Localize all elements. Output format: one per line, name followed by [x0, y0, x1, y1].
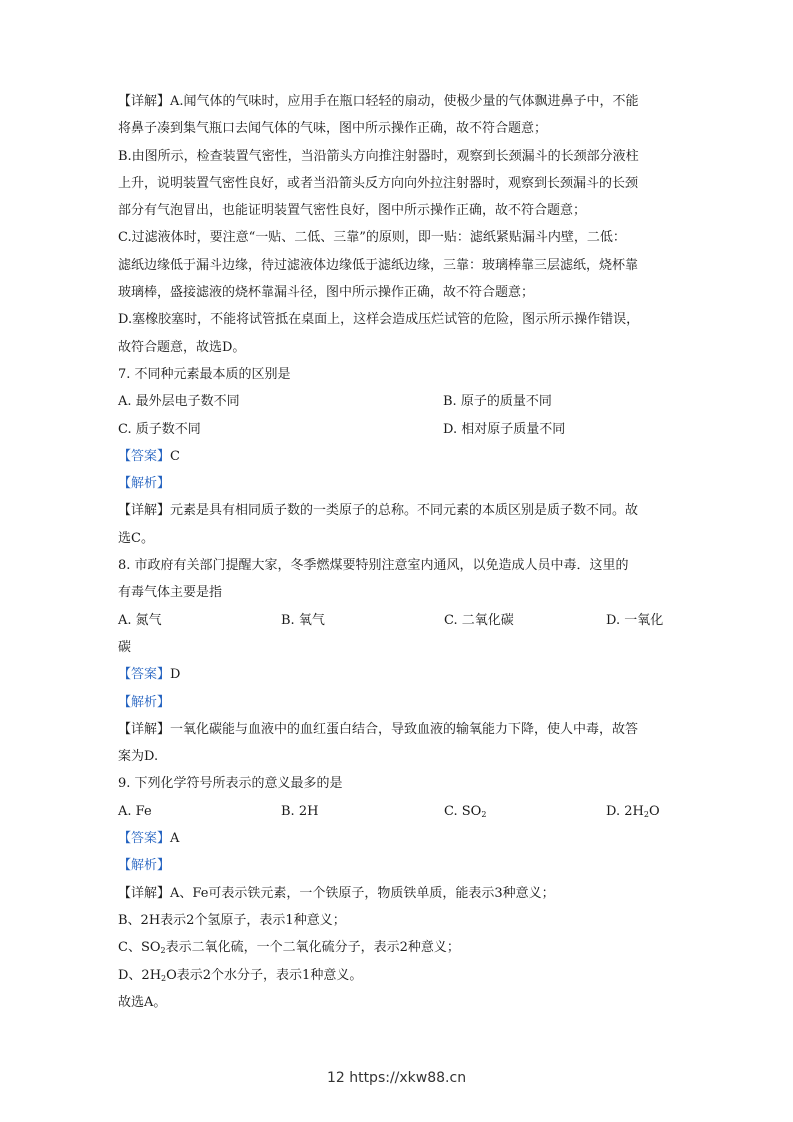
q7-stem: 7. 不同种元素最本质的区别是 [118, 366, 291, 382]
q6-detail-line-c3: 玻璃棒，盛接滤液的烧杯靠漏斗径，图中所示操作正确，故不符合题意； [118, 285, 535, 301]
answer-value: C [170, 448, 180, 464]
q8-analysis [118, 689, 678, 716]
q6-detail-line-d1: D.塞橡胶塞时，不能将试管抵在桌面上，这样会造成压烂试管的危险，图示所示操作错误， [118, 312, 640, 328]
analysis-tag: 【解析】 [118, 476, 171, 492]
q8-detail-line1: 【详解】一氧化碳能与血液中的血红蛋白结合，导致血液的输氧能力下降，使人中毒，故答 [118, 721, 639, 737]
q9-answer [118, 825, 678, 852]
q8-stem-line2: 有毒气体主要是指 [118, 585, 223, 601]
q9-option-c: C. $SO_2$ [444, 803, 487, 819]
q9-analysis [118, 852, 678, 879]
q9-detail-b: B、2H表示2个氢原子，表示1种意义； [118, 912, 346, 928]
q7-options-row1 [118, 388, 678, 415]
q8-option-d: D. 一氧化 [606, 612, 664, 628]
q9-option-d: D. $2H_2O$ [606, 803, 660, 819]
q8-option-d-wrap: 碳 [118, 639, 132, 655]
answer-value: A [170, 831, 180, 847]
q8-detail-line2: 案为D. [118, 749, 159, 765]
q7-detail-line1: 【详解】元素是具有相同质子数的一类原子的总称。不同元素的本质区别是质子数不同。故 [118, 503, 639, 519]
analysis-tag: 【解析】 [118, 858, 171, 874]
q8-stem-line1: 8. 市政府有关部门提醒大家，冬季燃煤要特别注意室内通风，以免造成人员中毒．这里的 [118, 558, 629, 574]
q9-detail-d: D、$2H_2O$表示2个水分子，表示1种意义。 [118, 967, 363, 983]
q8-option-c: C. 二氧化碳 [444, 612, 514, 628]
detail-tag: 【详解】 [118, 885, 171, 901]
page-footer: 12 https://xkw88.cn [326, 1070, 467, 1086]
q9-conclusion: 故选A。 [118, 994, 167, 1010]
q6-detail-line-c1: C.过滤液体时，要注意“一贴、二低、三靠”的原则，即一贴：滤纸紧贴漏斗内壁，二低： [118, 230, 626, 246]
q6-detail-line-a2: 将鼻子凑到集气瓶口去闻气体的气味，图中所示操作正确，故不符合题意； [118, 121, 548, 137]
analysis-tag: 【解析】 [118, 694, 171, 710]
q6-detail-line-c2: 滤纸边缘低于漏斗边缘，待过滤液体边缘低于滤纸边缘，三靠：玻璃棒靠三层滤纸，烧杯靠 [118, 257, 639, 273]
q6-detail-line-b3: 部分有气泡冒出，也能证明装置气密性良好，图中所示操作正确，故不符合题意； [118, 203, 587, 219]
q7-analysis [118, 470, 678, 497]
q8-answer [118, 661, 678, 688]
q8-option-a: A. 氮气 [118, 612, 162, 628]
q7-option-d: D. 相对原子质量不同 [443, 421, 566, 437]
answer-tag: 【答案】 [118, 831, 171, 847]
q7-detail-line2: 选C。 [118, 530, 154, 546]
detail-tag: 【详解】 [118, 503, 171, 519]
detail-tag: 【详解】 [118, 721, 171, 737]
q6-detail-line-b2: 上升，说明装置气密性良好，或者当沿箭头反方向向外拉注射器时，观察到长颈漏斗的长颈 [118, 175, 639, 191]
q6-detail-line-a1: 【详解】A.闻气体的气味时，应用手在瓶口轻轻的扇动，使极少量的气体飘进鼻子中，不能 [118, 94, 639, 109]
q9-option-b: B. 2H [281, 803, 319, 819]
answer-value: D [170, 667, 181, 683]
detail-tag: 【详解】 [118, 94, 171, 109]
q7-options-row2 [118, 416, 678, 443]
q8-options-row [118, 607, 678, 634]
q7-option-a: A. 最外层电子数不同 [118, 394, 240, 410]
q8-option-b: B. 氧气 [281, 612, 325, 628]
page-content [118, 88, 678, 1016]
q6-detail-line-b1: B.由图所示，检查装置气密性，当沿箭头方向推注射器时，观察到长颈漏斗的长颈部分液柱 [118, 148, 639, 164]
answer-tag: 【答案】 [118, 667, 171, 683]
answer-tag: 【答案】 [118, 448, 171, 464]
q9-stem: 9. 下列化学符号所表示的意义最多的是 [118, 776, 343, 792]
q6-detail-line-d2: 故符合题意，故选D。 [118, 339, 246, 355]
q7-option-b: B. 原子的质量不同 [443, 394, 552, 410]
q9-options-row [118, 798, 678, 825]
q7-option-c: C. 质子数不同 [118, 421, 201, 437]
q7-answer [118, 443, 678, 470]
q9-option-a: A. Fe [118, 803, 152, 819]
q9-detail-a: 【详解】A、Fe可表示铁元素，一个铁原子，物质铁单质，能表示3种意义； [118, 885, 555, 901]
q9-detail-c: C、$SO_2$表示二氧化硫，一个二氧化硫分子，表示2种意义； [118, 940, 460, 956]
